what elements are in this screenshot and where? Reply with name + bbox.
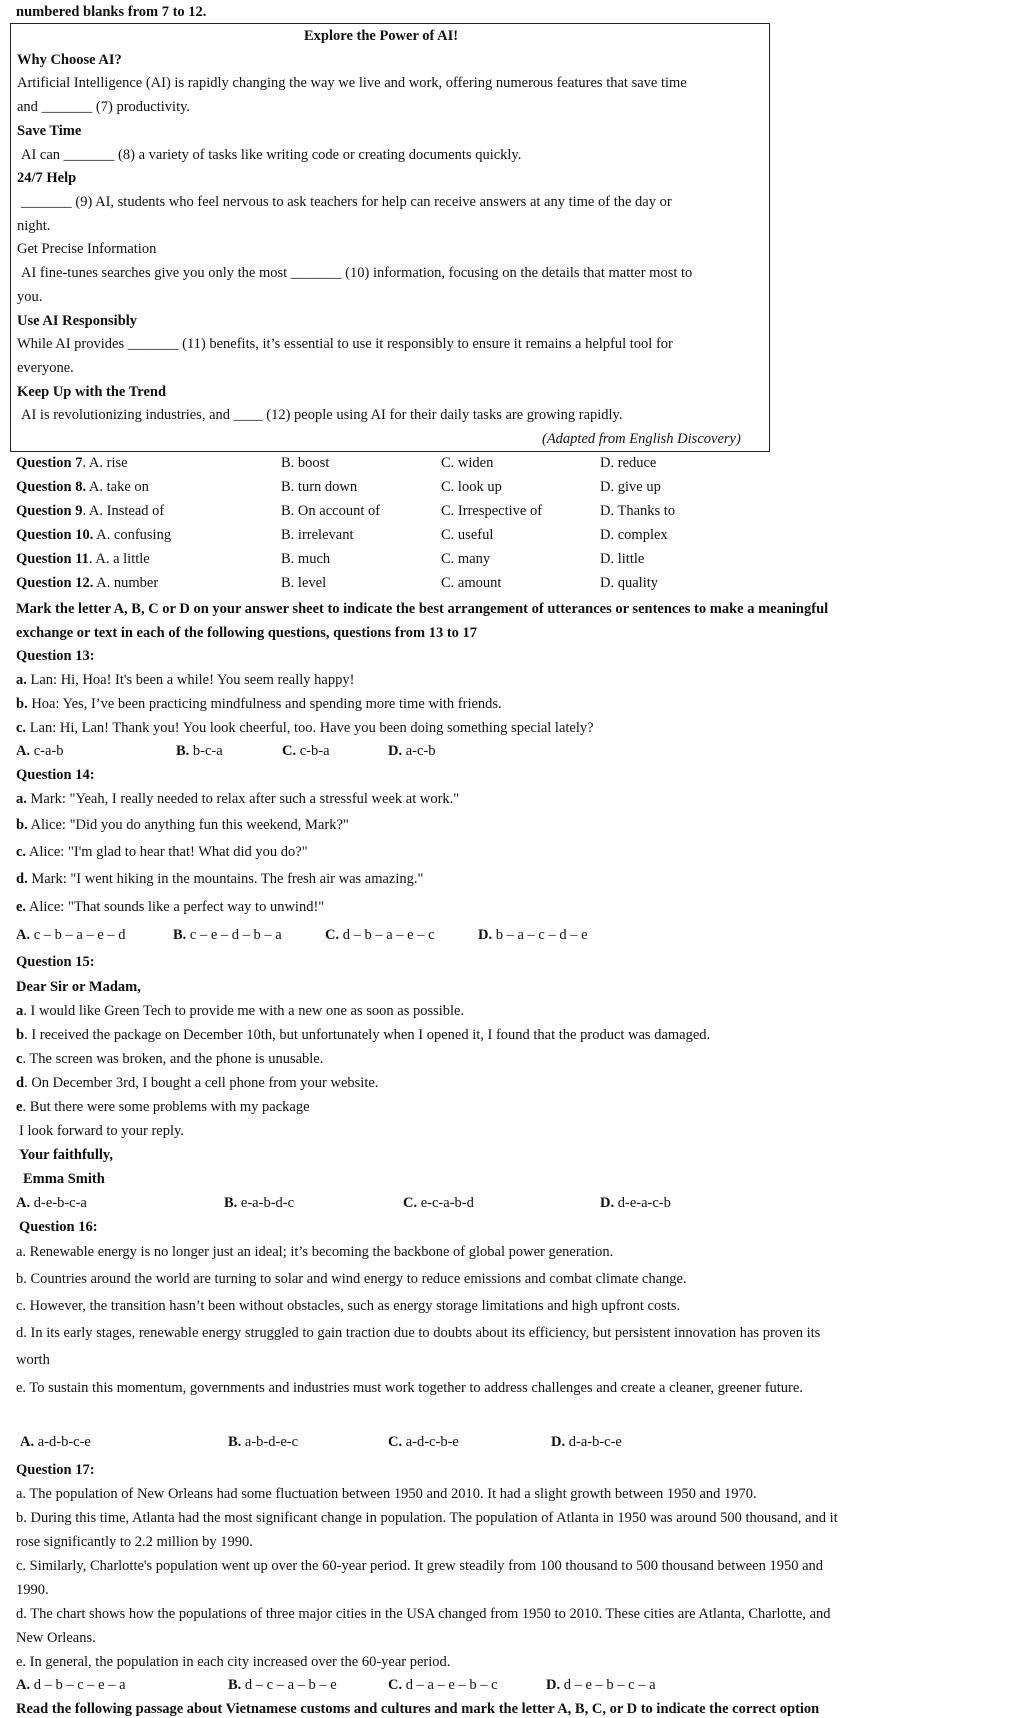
utterance-line: c. Lan: Hi, Lan! Thank you! You look cheerful, too. Have you been doing something special lately? bbox=[16, 720, 594, 736]
sentence-line: d. In its early stages, renewable energy struggled to gain traction due to doubts about its efficiency, but persistent innovation has proven its bbox=[16, 1325, 821, 1341]
option-a[interactable]: a little bbox=[113, 551, 150, 567]
option-d[interactable]: quality bbox=[617, 575, 659, 591]
option-d[interactable]: complex bbox=[617, 527, 668, 543]
option-c[interactable]: widen bbox=[457, 455, 494, 471]
option-letter: A. bbox=[93, 527, 114, 543]
intro-line: numbered blanks from 7 to 12. bbox=[16, 4, 207, 20]
option-b[interactable]: B. e-a-b-d-c bbox=[224, 1195, 295, 1211]
option-letter: . A. bbox=[82, 455, 107, 471]
option-d[interactable]: give up bbox=[617, 479, 661, 495]
passage-line: Artificial Intelligence (AI) is rapidly changing the way we live and work, offering numerous features that save time bbox=[17, 75, 687, 91]
answer-options bbox=[16, 1194, 996, 1212]
sentence-line: rose significantly to 2.2 million by 1990. bbox=[16, 1534, 253, 1550]
passage-line: While AI provides _______ (11) benefits, it’s essential to use it responsibly to ensure it remains a helpful tool for bbox=[17, 336, 673, 352]
option-b[interactable]: B. c – e – d – b – a bbox=[173, 927, 282, 943]
answer-options bbox=[16, 742, 996, 760]
passage-line: AI can _______ (8) a variety of tasks like writing code or creating documents quickly. bbox=[21, 147, 522, 163]
question-label: Question 7 bbox=[16, 455, 83, 471]
passage-line: AI is revolutionizing industries, and ____ (12) people using AI for their daily tasks are growing rapidly. bbox=[21, 407, 623, 423]
letter-signature: Emma Smith bbox=[23, 1171, 105, 1187]
passage-line: and _______ (7) productivity. bbox=[17, 99, 191, 115]
option-a[interactable]: take on bbox=[106, 479, 149, 495]
section-heading: Get Precise Information bbox=[17, 241, 157, 257]
sentence-line: b. Countries around the world are turning to solar and wind energy to reduce emissions and combat climate change. bbox=[16, 1271, 687, 1287]
option-c[interactable]: C. a-d-c-b-e bbox=[388, 1434, 459, 1450]
option-c[interactable]: C. d – b – a – e – c bbox=[325, 927, 435, 943]
sentence-line: d. The chart shows how the populations of three major cities in the USA changed from 1950 to 2010. These cities are Atlanta, Charlotte, and bbox=[16, 1606, 831, 1622]
question-row: Question 12. A. number B. level C. amount D. quality bbox=[16, 575, 659, 591]
option-d[interactable]: D. a-c-b bbox=[388, 743, 436, 759]
sentence-line: a. Renewable energy is no longer just an ideal; it’s becoming the backbone of global power generation. bbox=[16, 1244, 614, 1260]
question-label: Question 11 bbox=[16, 551, 89, 567]
passage-source: (Adapted from English Discovery) bbox=[542, 431, 741, 447]
option-d[interactable]: little bbox=[617, 551, 645, 567]
sentence-line: e. To sustain this momentum, governments and industries must work together to address challenges and create a cleaner, greener future. bbox=[16, 1380, 803, 1396]
option-c[interactable]: useful bbox=[457, 527, 494, 543]
option-a[interactable]: Instead of bbox=[106, 503, 165, 519]
sentence-line: e. In general, the population in each city increased over the 60-year period. bbox=[16, 1654, 451, 1670]
option-d[interactable]: D. d-a-b-c-e bbox=[551, 1434, 622, 1450]
sentence-line: c. However, the transition hasn’t been without obstacles, such as energy storage limitations and high upfront costs. bbox=[16, 1298, 681, 1314]
utterance-line: e. Alice: "That sounds like a perfect way to unwind!" bbox=[16, 899, 325, 915]
question-title: Question 17: bbox=[16, 1462, 95, 1478]
option-a[interactable]: A. d-e-b-c-a bbox=[16, 1195, 87, 1211]
answer-options bbox=[16, 926, 996, 944]
letter-closing: I look forward to your reply. bbox=[19, 1123, 184, 1139]
option-letter: . A. bbox=[82, 503, 107, 519]
option-a[interactable]: A. d – b – c – e – a bbox=[16, 1677, 126, 1693]
passage-line: you. bbox=[17, 289, 43, 305]
utterance-line: a. Lan: Hi, Hoa! It's been a while! You seem really happy! bbox=[16, 672, 355, 688]
passage-line: _______ (9) AI, students who feel nervous to ask teachers for help can receive answers at any time of the day or bbox=[21, 194, 672, 210]
option-b[interactable]: turn down bbox=[297, 479, 358, 495]
sentence-line: worth bbox=[16, 1352, 50, 1368]
sentence-line: b. I received the package on December 10th, but unfortunately when I opened it, I found that the product was damaged. bbox=[16, 1027, 711, 1043]
option-b[interactable]: much bbox=[297, 551, 331, 567]
sentence-line: c. Similarly, Charlotte's population went up over the 60-year period. It grew steadily from 100 thousand to 500 thousand between 1950 and bbox=[16, 1558, 824, 1574]
question-row: Question 10. A. confusing B. irrelevant C. useful D. complex bbox=[16, 527, 668, 543]
sentence-line: e. But there were some problems with my package bbox=[16, 1099, 310, 1115]
passage-line: AI fine-tunes searches give you only the most _______ (10) information, focusing on the details that matter most to bbox=[21, 265, 693, 281]
sentence-line: b. During this time, Atlanta had the most significant change in population. The population of Atlanta in 1950 was around 500 thousand, and it bbox=[16, 1510, 838, 1526]
letter-salutation: Dear Sir or Madam, bbox=[16, 979, 141, 995]
question-row: Question 9. A. Instead of B. On account of C. Irrespective of D. Thanks to bbox=[16, 503, 676, 519]
option-c[interactable]: amount bbox=[457, 575, 502, 591]
section-heading: Use AI Responsibly bbox=[17, 313, 138, 329]
option-a[interactable]: A. a-d-b-c-e bbox=[20, 1434, 91, 1450]
option-b[interactable]: level bbox=[297, 575, 327, 591]
answer-options bbox=[16, 1676, 996, 1694]
instruction-line: Mark the letter A, B, C or D on your answer sheet to indicate the best arrangement of utterances or sentences to make a meaningful bbox=[16, 601, 829, 617]
utterance-line: a. Mark: "Yeah, I really needed to relax after such a stressful week at work." bbox=[16, 791, 460, 807]
question-title: Question 13: bbox=[16, 648, 95, 664]
question-label: Question 9 bbox=[16, 503, 83, 519]
question-row: Question 8. A. take on B. turn down C. look up D. give up bbox=[16, 479, 661, 495]
option-d[interactable]: Thanks to bbox=[617, 503, 676, 519]
option-b[interactable]: irrelevant bbox=[297, 527, 354, 543]
option-b[interactable]: B. a-b-d-e-c bbox=[228, 1434, 299, 1450]
option-a[interactable]: number bbox=[113, 575, 159, 591]
passage-line: night. bbox=[17, 218, 51, 234]
option-d[interactable]: D. d-e-a-c-b bbox=[600, 1195, 671, 1211]
question-label: Question 10. bbox=[16, 527, 94, 543]
instruction-line: Read the following passage about Vietnamese customs and cultures and mark the letter A, B, C, or D to indicate the correct option bbox=[16, 1701, 820, 1717]
sentence-line: a. The population of New Orleans had some fluctuation between 1950 and 2010. It had a slight growth between 1950 and 1970. bbox=[16, 1486, 757, 1502]
answer-options bbox=[16, 1433, 996, 1451]
option-c[interactable]: C. e-c-a-b-d bbox=[403, 1195, 474, 1211]
question-title: Question 15: bbox=[16, 954, 95, 970]
section-heading: 24/7 Help bbox=[17, 170, 77, 186]
option-letter: A. bbox=[93, 575, 114, 591]
utterance-line: b. Alice: "Did you do anything fun this weekend, Mark?" bbox=[16, 817, 349, 833]
question-title: Question 14: bbox=[16, 767, 95, 783]
passage-title: Explore the Power of AI! bbox=[304, 28, 459, 44]
passage-line: everyone. bbox=[17, 360, 74, 376]
option-d[interactable]: D. d – e – b – c – a bbox=[546, 1677, 656, 1693]
option-a[interactable]: confusing bbox=[113, 527, 172, 543]
option-c[interactable]: C. d – a – e – b – c bbox=[388, 1677, 498, 1693]
utterance-line: d. Mark: "I went hiking in the mountains. The fresh air was amazing." bbox=[16, 871, 424, 887]
section-heading: Save Time bbox=[17, 123, 82, 139]
sentence-line: a. I would like Green Tech to provide me with a new one as soon as possible. bbox=[16, 1003, 465, 1019]
option-b[interactable]: B. d – c – a – b – e bbox=[228, 1677, 337, 1693]
sentence-line: New Orleans. bbox=[16, 1630, 96, 1646]
utterance-line: c. Alice: "I'm glad to hear that! What did you do?" bbox=[16, 844, 308, 860]
question-title: Question 16: bbox=[19, 1219, 98, 1235]
option-letter: . A. bbox=[88, 551, 114, 567]
question-label: Question 8. bbox=[16, 479, 87, 495]
section-heading: Keep Up with the Trend bbox=[17, 384, 167, 400]
question-label: Question 12. bbox=[16, 575, 94, 591]
letter-closing: Your faithfully, bbox=[19, 1147, 114, 1163]
option-a[interactable]: rise bbox=[106, 455, 128, 471]
utterance-line: b. Hoa: Yes, I’ve been practicing mindfulness and spending more time with friends. bbox=[16, 696, 502, 712]
option-c[interactable]: C. c-b-a bbox=[282, 743, 330, 759]
question-row: Question 7. A. rise B. boost C. widen D. reduce bbox=[16, 455, 657, 471]
option-a[interactable]: A. c – b – a – e – d bbox=[16, 927, 126, 943]
option-b[interactable]: B. b-c-a bbox=[176, 743, 223, 759]
option-b[interactable]: boost bbox=[297, 455, 330, 471]
instruction-line: exchange or text in each of the following questions, questions from 13 to 17 bbox=[16, 625, 478, 641]
option-b[interactable]: On account of bbox=[297, 503, 381, 519]
option-a[interactable]: A. c-a-b bbox=[16, 743, 64, 759]
section-heading: Why Choose AI? bbox=[17, 52, 122, 68]
sentence-line: c. The screen was broken, and the phone is unusable. bbox=[16, 1051, 324, 1067]
option-d[interactable]: reduce bbox=[617, 455, 657, 471]
option-letter: A. bbox=[86, 479, 107, 495]
option-c[interactable]: look up bbox=[457, 479, 502, 495]
option-c[interactable]: many bbox=[457, 551, 491, 567]
option-c[interactable]: Irrespective of bbox=[457, 503, 543, 519]
sentence-line: 1990. bbox=[16, 1582, 49, 1598]
option-d[interactable]: D. b – a – c – d – e bbox=[478, 927, 588, 943]
question-row: Question 11. A. a little B. much C. many D. little bbox=[16, 551, 645, 567]
sentence-line: d. On December 3rd, I bought a cell phone from your website. bbox=[16, 1075, 379, 1091]
